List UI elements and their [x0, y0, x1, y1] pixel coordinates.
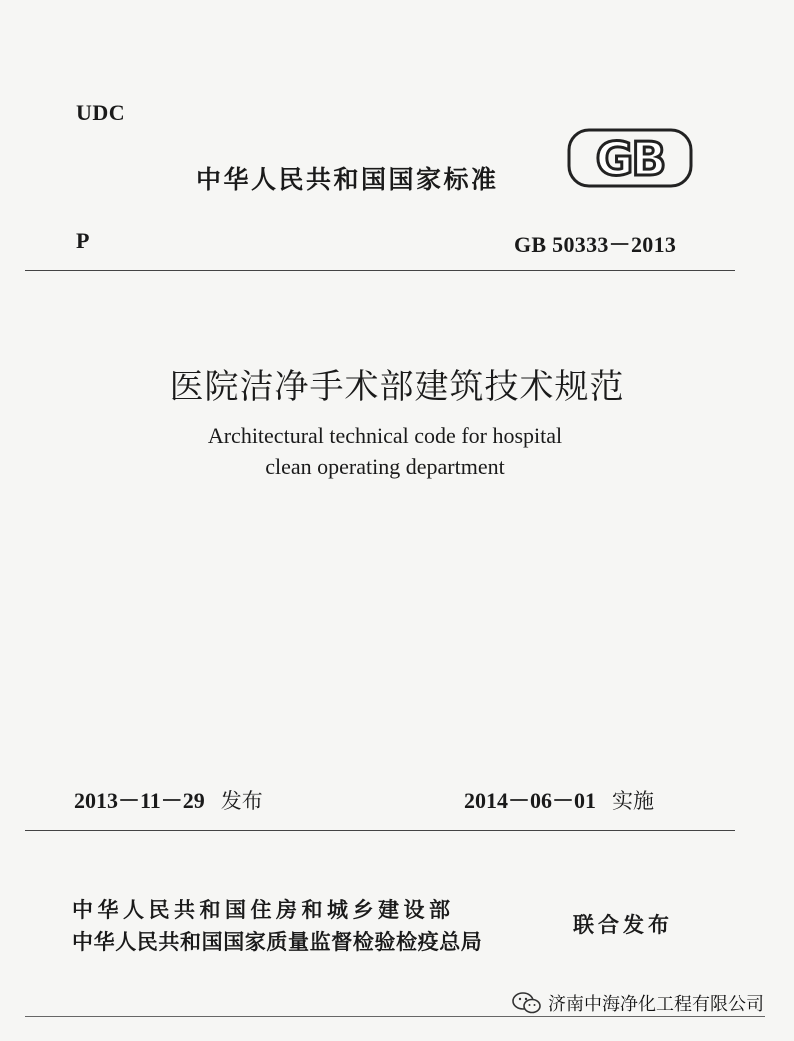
wechat-icon [512, 991, 542, 1015]
implement-label: 实施 [612, 789, 655, 813]
implement-date-row [464, 784, 654, 815]
udc-label: UDC [76, 100, 126, 125]
gb-logo [566, 127, 694, 189]
watermark [512, 990, 764, 1016]
issue-date: 2013－11－29 [74, 788, 205, 813]
top-divider [25, 270, 735, 271]
gb-logo-text: GB [595, 132, 665, 186]
watermark-text: 济南中海净化工程有限公司 [548, 994, 764, 1015]
bottom-divider [25, 1016, 765, 1017]
category-code: P [76, 228, 90, 253]
title-english-line2: clean operating department [265, 454, 505, 479]
title-english-line1: Architectural technical code for hospital [207, 423, 563, 448]
issuer-aqsiq: 中华人民共和国国家质量监督检验检疫总局 [72, 930, 483, 954]
joint-issue-label: 联合发布 [573, 913, 673, 937]
issuer-ministry-housing: 中华人民共和国住房和城乡建设部 [72, 898, 455, 922]
title-english [100, 420, 670, 482]
standard-number: GB 50333－2013 [514, 232, 677, 257]
standard-type: 中华人民共和国国家标准 [196, 165, 499, 194]
date-divider [25, 830, 735, 831]
title-chinese: 医院洁净手术部建筑技术规范 [169, 367, 625, 407]
issue-date-row [74, 784, 263, 815]
implement-date: 2014－06－01 [464, 788, 597, 813]
issue-label: 发布 [220, 789, 263, 813]
